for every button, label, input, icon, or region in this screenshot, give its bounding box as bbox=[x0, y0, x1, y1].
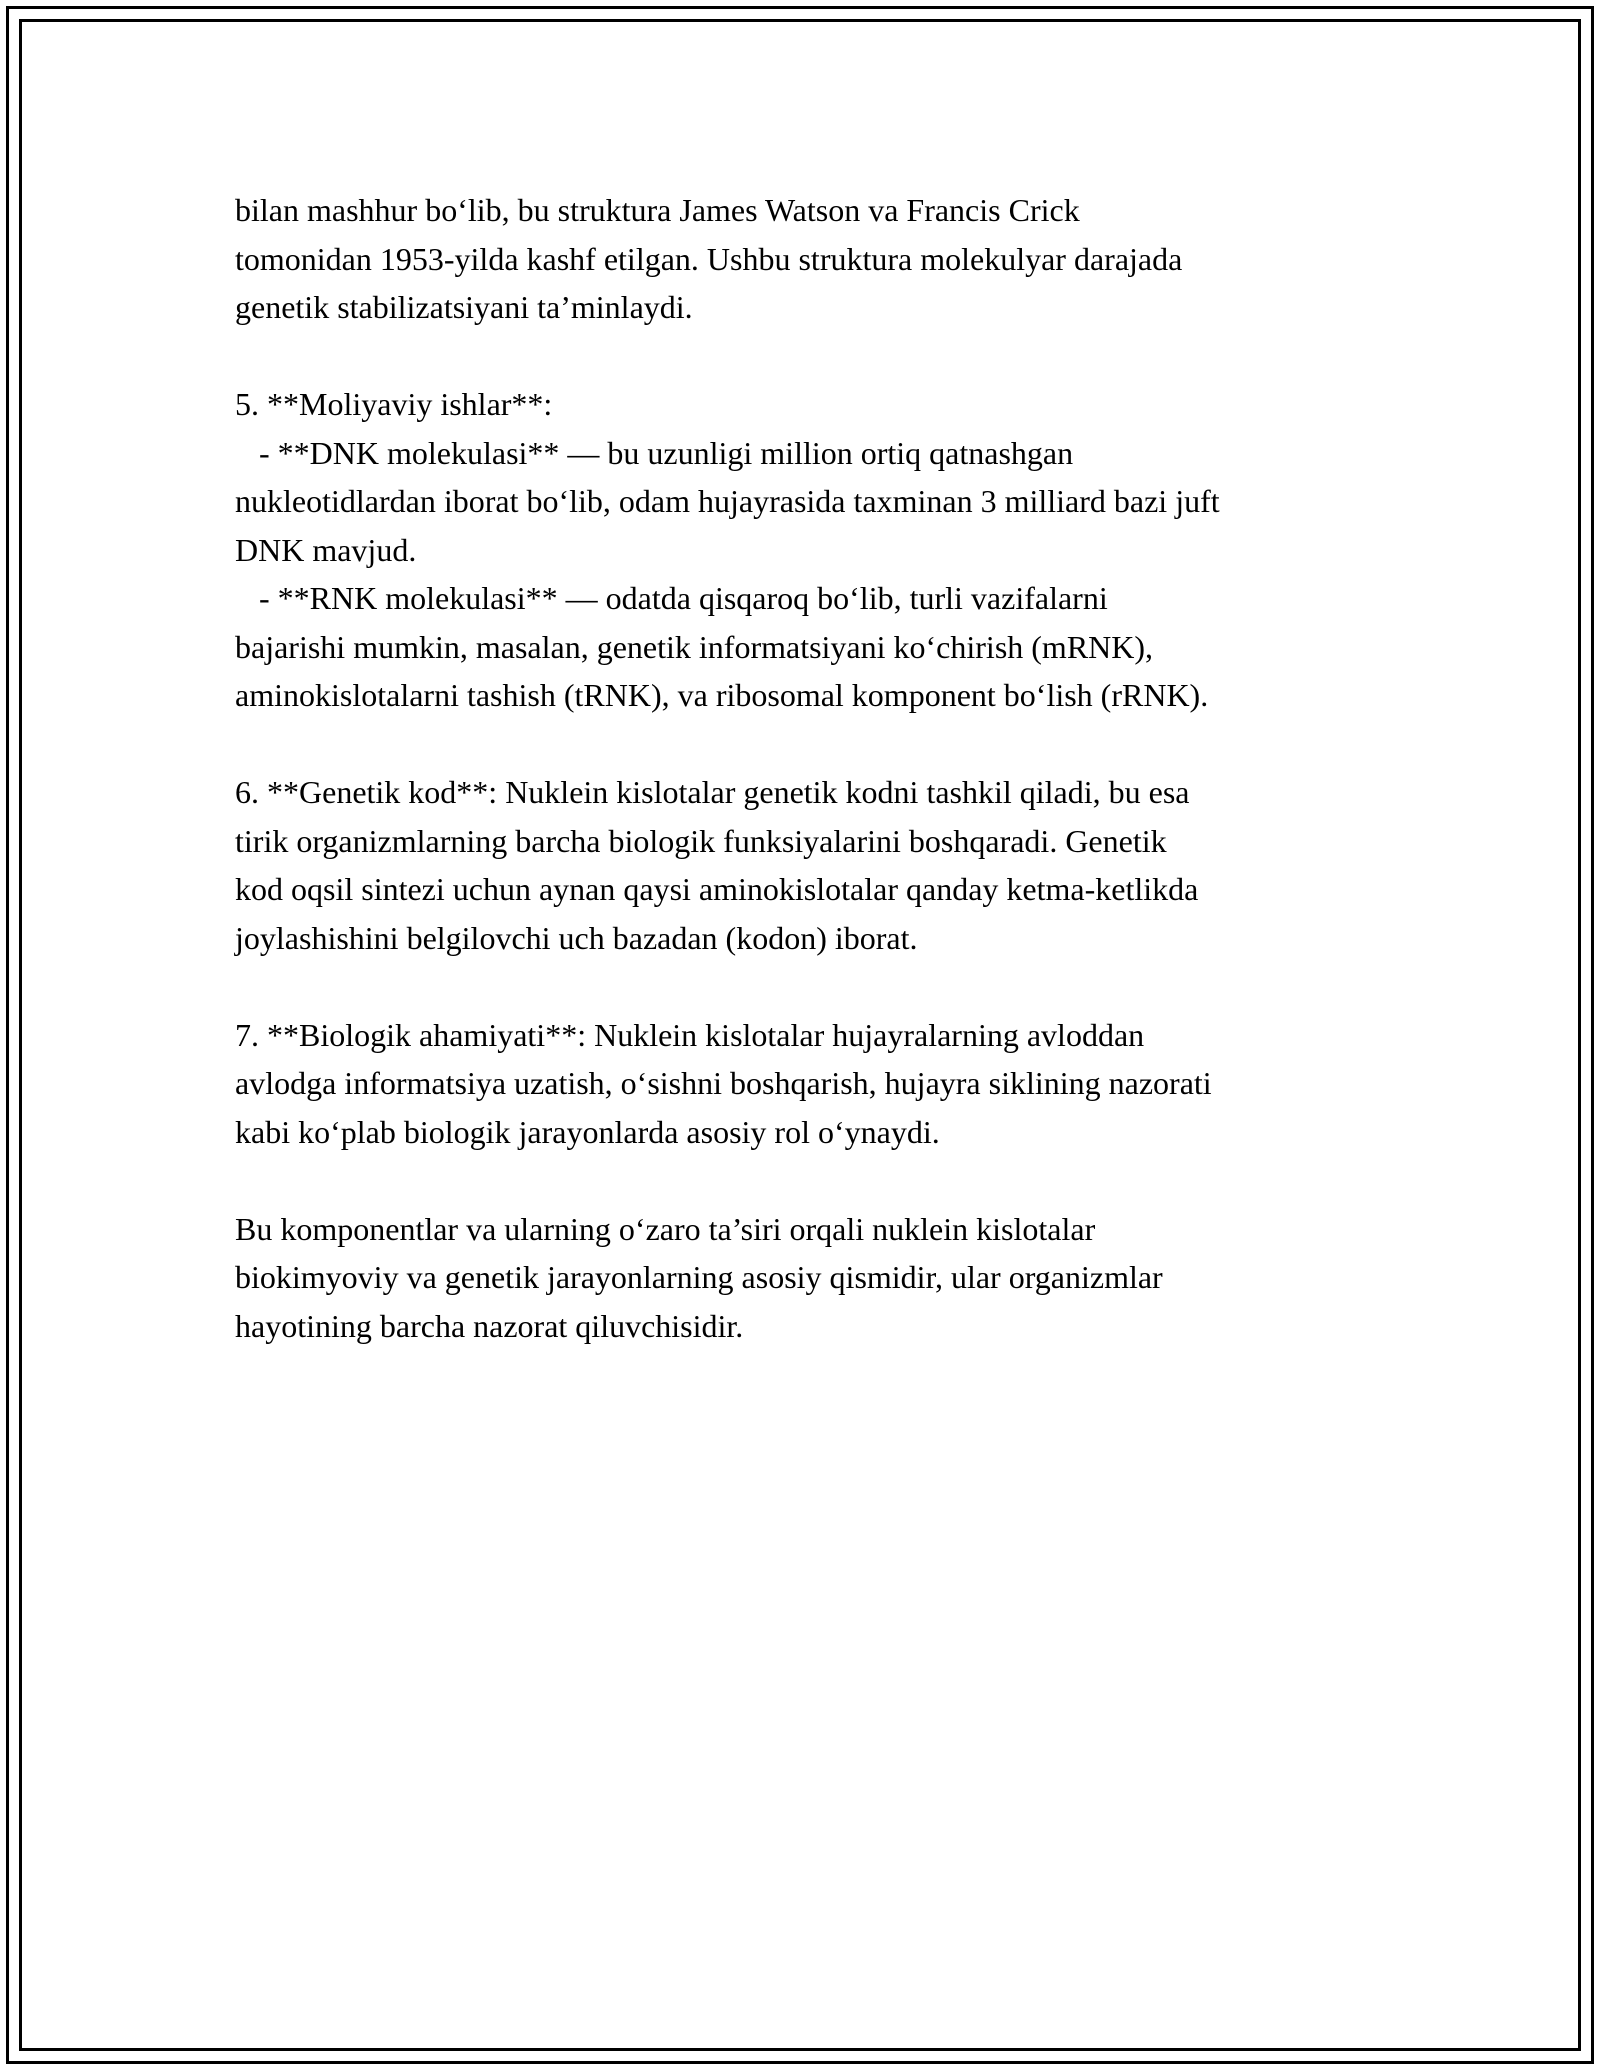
section-heading: 7. **Biologik ahamiyati**: Nuklein kislotalar hujayralarning avloddan bbox=[235, 1016, 1145, 1053]
text-line: avlodga informatsiya uzatish, o‘sishni boshqarish, hujayra siklining nazorati bbox=[235, 1065, 1212, 1101]
paragraph-intro bbox=[235, 186, 1375, 332]
text-line: kod oqsil sintezi uchun aynan qaysi aminokislotalar qanday ketma-ketlikda bbox=[235, 871, 1199, 907]
paragraph-gap bbox=[235, 720, 1375, 769]
text-line: aminokislotalarni tashish (tRNK), va ribosomal komponent bo‘lish (rRNK). bbox=[235, 677, 1209, 713]
text-line: hayotining barcha nazorat qiluvchisidir. bbox=[235, 1307, 744, 1344]
document-body bbox=[235, 186, 1375, 1350]
paragraph-section-6 bbox=[235, 768, 1375, 962]
paragraph-gap bbox=[235, 1156, 1375, 1205]
text-line: genetik stabilizatsiyani ta’minlaydi. bbox=[235, 289, 693, 325]
paragraph-conclusion bbox=[235, 1205, 1375, 1351]
text-line: biokimyoviy va genetik jarayonlarning asosiy qismidir, ular organizmlar bbox=[235, 1259, 1163, 1295]
text-line: kabi ko‘plab biologik jarayonlarda asosiy rol o‘ynaydi. bbox=[235, 1113, 940, 1150]
text-line: joylashishini belgilovchi uch bazadan (kodon) iborat. bbox=[235, 919, 918, 956]
section-heading: 6. **Genetik kod**: Nuklein kislotalar genetik kodni tashkil qiladi, bu esa bbox=[235, 774, 1190, 810]
text-line: tirik organizmlarning barcha biologik funksiyalarini boshqaradi. Genetik bbox=[235, 822, 1167, 859]
text-line: DNK mavjud. bbox=[235, 531, 417, 568]
text-line: bajarishi mumkin, masalan, genetik informatsiyani ko‘chirish (mRNK), bbox=[235, 628, 1154, 665]
paragraph-gap bbox=[235, 332, 1375, 381]
text-line: tomonidan 1953-yilda kashf etilgan. Ushbu struktura molekulyar darajada bbox=[235, 240, 1183, 277]
paragraph-gap bbox=[235, 962, 1375, 1011]
section-heading: 5. **Moliyaviy ishlar**: bbox=[235, 386, 553, 422]
paragraph-section-7 bbox=[235, 1011, 1375, 1157]
text-line: nukleotidlardan iborat bo‘lib, odam hujayrasida taxminan 3 milliard bazi juft bbox=[235, 483, 1220, 519]
list-item-rnk: - **RNK molekulasi** — odatda qisqaroq bo‘lib, turli vazifalarni bbox=[235, 580, 1108, 616]
list-item-dnk: - **DNK molekulasi** — bu uzunligi million ortiq qatnashgan bbox=[235, 434, 1074, 471]
paragraph-section-5 bbox=[235, 380, 1375, 720]
text-line: Bu komponentlar va ularning o‘zaro ta’siri orqali nuklein kislotalar bbox=[235, 1210, 1096, 1247]
text-line: bilan mashhur bo‘lib, bu struktura James Watson va Francis Crick bbox=[235, 192, 1080, 228]
